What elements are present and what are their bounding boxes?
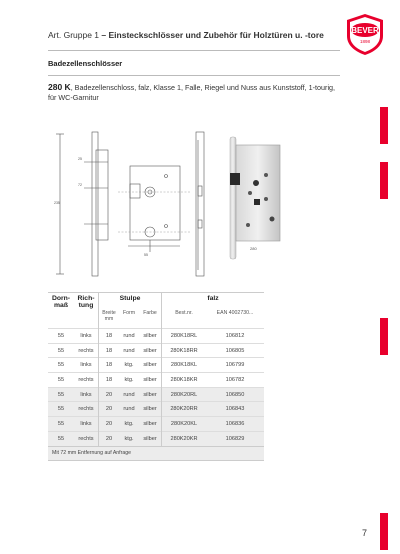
- cell-richtung: rechts: [74, 431, 99, 446]
- col-best: Best.nr.: [162, 309, 207, 329]
- red-margin-tab: [380, 513, 388, 550]
- cell-best: 280K20KL: [162, 417, 207, 432]
- cell-farbe: silber: [139, 343, 162, 358]
- page-number: 7: [362, 528, 368, 538]
- table-row: [48, 431, 264, 446]
- cell-form: ktg.: [119, 417, 139, 432]
- product-table: [48, 292, 264, 461]
- svg-text:25: 25: [78, 157, 82, 161]
- cell-farbe: silber: [139, 358, 162, 373]
- cell-farbe: silber: [139, 431, 162, 446]
- cell-ean: 106843: [206, 402, 264, 417]
- cell-dorn: 55: [48, 417, 74, 432]
- article-group: Art. Gruppe 1: [48, 30, 100, 40]
- svg-text:235: 235: [54, 201, 60, 205]
- cell-form: rund: [119, 402, 139, 417]
- col-ean: EAN 4002730...: [216, 310, 254, 316]
- page-header: [48, 30, 324, 40]
- header-rule: [48, 50, 340, 51]
- cell-dorn: 55: [48, 387, 74, 402]
- technical-drawing: [48, 128, 220, 280]
- cell-ean: 106805: [206, 343, 264, 358]
- table-row: [48, 343, 264, 358]
- product-code: 280 K: [48, 82, 71, 92]
- cell-farbe: silber: [139, 373, 162, 388]
- svg-text:72: 72: [78, 183, 82, 187]
- cell-breite: 18: [99, 358, 120, 373]
- col-dorn: Dorn-maß: [48, 293, 74, 329]
- cell-breite: 18: [99, 373, 120, 388]
- cell-dorn: 55: [48, 358, 74, 373]
- cell-best: 280K20KR: [162, 431, 207, 446]
- cell-best: 280K18RL: [162, 329, 207, 344]
- cell-best: 280K18RR: [162, 343, 207, 358]
- table-row: [48, 387, 264, 402]
- table-row: [48, 373, 264, 388]
- cell-ean: 106850: [206, 387, 264, 402]
- col-breite: Breite mm: [99, 309, 120, 329]
- cell-form: ktg.: [119, 431, 139, 446]
- table-row: [48, 358, 264, 373]
- cell-richtung: links: [74, 387, 99, 402]
- col-farbe: Farbe: [143, 310, 157, 316]
- bever-logo: [343, 12, 387, 56]
- table-row: [48, 402, 264, 417]
- red-margin-tab: [380, 107, 388, 144]
- cell-ean: 106799: [206, 358, 264, 373]
- cell-best: 280K20RL: [162, 387, 207, 402]
- cell-dorn: 55: [48, 329, 74, 344]
- table-footnote-row: [48, 446, 264, 460]
- cell-dorn: 55: [48, 431, 74, 446]
- section-rule: [48, 75, 340, 76]
- col-form: Form: [122, 310, 136, 316]
- svg-text:BEVER: BEVER: [351, 26, 379, 35]
- col-group-stulpe: Stulpe: [99, 293, 162, 310]
- cell-ean: 106812: [206, 329, 264, 344]
- cell-richtung: links: [74, 417, 99, 432]
- cell-breite: 20: [99, 402, 120, 417]
- product-desc-line2: für WC-Garnitur: [48, 92, 99, 102]
- section-title: Badezellenschlösser: [48, 59, 123, 68]
- cell-ean: 106836: [206, 417, 264, 432]
- cell-richtung: rechts: [74, 402, 99, 417]
- cell-dorn: 55: [48, 343, 74, 358]
- cell-breite: 18: [99, 343, 120, 358]
- col-group-falz: falz: [162, 293, 265, 310]
- cell-dorn: 55: [48, 402, 74, 417]
- product-desc-line1: , Badezellenschloss, falz, Klasse 1, Falle, Riegel und Nuss aus Kunststoff, 1-tourig,: [70, 83, 336, 92]
- cell-breite: 18: [99, 329, 120, 344]
- cell-form: ktg.: [119, 373, 139, 388]
- cell-form: rund: [119, 343, 139, 358]
- cell-ean: 106782: [206, 373, 264, 388]
- cell-richtung: links: [74, 329, 99, 344]
- cell-richtung: rechts: [74, 343, 99, 358]
- cell-ean: 106829: [206, 431, 264, 446]
- cell-best: 280K20RR: [162, 402, 207, 417]
- cell-farbe: silber: [139, 329, 162, 344]
- cell-best: 280K18KR: [162, 373, 207, 388]
- cell-farbe: silber: [139, 387, 162, 402]
- cell-breite: 20: [99, 417, 120, 432]
- cell-richtung: rechts: [74, 373, 99, 388]
- cell-form: ktg.: [119, 358, 139, 373]
- cell-breite: 20: [99, 431, 120, 446]
- table-footnote: Mit 72 mm Entfernung auf Anfrage: [48, 446, 264, 460]
- product-description: [48, 83, 348, 102]
- lock-photo: [226, 135, 296, 263]
- cell-farbe: silber: [139, 417, 162, 432]
- cell-farbe: silber: [139, 402, 162, 417]
- table-row: [48, 329, 264, 344]
- svg-text:55: 55: [144, 253, 148, 257]
- cell-dorn: 55: [48, 373, 74, 388]
- red-margin-tab: [380, 318, 388, 355]
- cell-form: rund: [119, 329, 139, 344]
- red-margin-tab: [380, 162, 388, 199]
- cell-best: 280K18KL: [162, 358, 207, 373]
- photo-caption: 280: [250, 246, 257, 251]
- cell-form: rund: [119, 387, 139, 402]
- col-richtung: Rich-tung: [74, 293, 99, 329]
- table-row: [48, 417, 264, 432]
- cell-richtung: links: [74, 358, 99, 373]
- header-title: – Einsteckschlösser und Zubehör für Holztüren u. -tore: [101, 30, 324, 40]
- svg-text:1898: 1898: [359, 39, 371, 44]
- cell-breite: 20: [99, 387, 120, 402]
